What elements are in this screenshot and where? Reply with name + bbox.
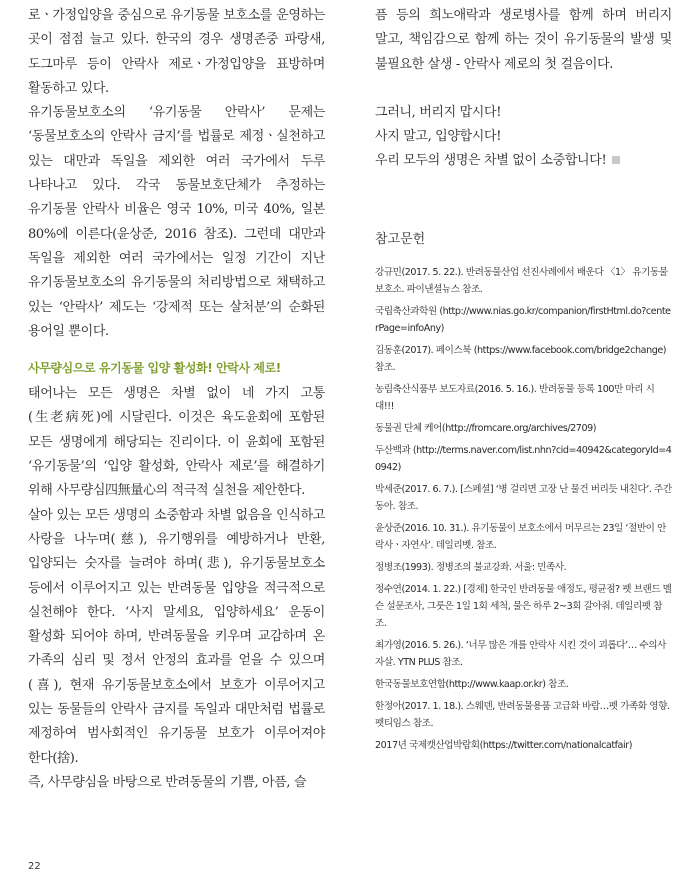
body-paragraph: 태어나는 모든 생명은 차별 없이 네 가지 고통(生老病死)에 시달린다. 이것은 육도윤회에 포함된 모든 생명에게 해당되는 진리이다. 이 윤회에 포함된 ‘유기동물’의 ‘입양 활성화, 안락사 제로’를 해결하기 위해 사무량심四無量心의 적극적 실천을 제안한다. (28, 386, 325, 499)
page-number: 22 (28, 861, 41, 872)
end-mark-icon (612, 156, 620, 164)
closing-line (375, 149, 672, 173)
section-heading: 사무량심으로 유기동물 입양 활성화! 안락사 제로! (28, 361, 281, 376)
body-paragraph: 살아 있는 모든 생명의 소중함과 차별 없음을 인식하고 사랑을 나누며(慈), 유기행위를 예방하거나 반환, 입양되는 숫자를 늘려야 하며(悲), 유기동물보호소 등에서 이루어지고 있는 반려동물 입양을 적극적으로 실천해야 한다. ‘사지 말세요, 입양하세요’ 운동이 활성화 되어야 하며, 반려동물을 키우며 교감하며 온 가족의 심리 및 정서 안정의 효과를 얻을 수 있으며(喜), 현재 유기동물보호소에서 보호가 이루어지고 있는 동물들의 안락사 금지를 독일과 대만처럼 법률로 제정하여 범사회적인 유기동물 보호가 이루어져야 한다(捨). (28, 507, 325, 766)
body-paragraph: 즉, 사무량심을 바탕으로 반려동물의 기쁨, 아픔, 슬 (28, 774, 307, 790)
reference-item: 2017년 국제캣산업박람회(https://twitter.com/nationalcatfair) (375, 739, 632, 751)
body-paragraph: 유기동물보호소의 ‘유기동물 안락사’ 문제는 ‘동물보호소의 안락사 금지’를 법률로 제정ㆍ실천하고 있는 대만과 독일을 제외한 여러 국가에서 두루 나타나고 있다. 각국 동물보호단체가 추정하는 유기동물 안락사 비율은 영국 10%, 미국 40%, 일본 80%에 이른다(윤상준, 2016 참조). 그런데 대만과 독일을 제외한 여러 국가에서는 일정 기간이 지난 유기동물보호소의 유기동물의 처리방법으로 채택하고 있는 ‘안락사’ 제도는 ‘강제적 또는 살처분’의 순화된 용어일 뿐이다. (28, 105, 325, 339)
right-column (375, 4, 672, 759)
references-title: 참고문헌 (375, 231, 426, 247)
reference-item: 강규민(2017. 5. 22.). 반려동물산업 선진사례에서 배운다 〈1〉 유기동물보호소. 파이낸셜뉴스 참조. (375, 266, 668, 295)
references-list (375, 264, 672, 754)
reference-item: 정병조(1993). 정병조의 불교강좌. 서울: 민족사. (375, 561, 567, 573)
reference-item: 정수연(2014. 1. 22.) [경제] 한국인 반려동물 애정도, 평균점? 펫 브랜드 멜슨 설문조사, 그룻은 1일 1회 세척, 물은 하루 2~3회 갈아줘. 데일리펫 참조. (375, 583, 672, 629)
reference-item: 한정아(2017. 1. 18.). 스웨덴, 반려동물용품 고급화 바람…펫 가족화 영향. 펫티임스 참조. (375, 700, 670, 729)
reference-item: 김동훈(2017). 페이스북 (https://www.facebook.com/bridge2change) 참조. (375, 344, 667, 373)
closing-line-text: 우리 모두의 생명은 차별 없이 소중합니다! (375, 153, 607, 169)
reference-item: 농림축산식품부 보도자료(2016. 5. 16.). 반려동물 등록 100만 마리 시대!!! (375, 383, 655, 412)
left-column (28, 4, 325, 795)
reference-item: 윤상준(2016. 10. 31.). 유기동물이 보호소에서 머무르는 23일 ‘절반이 안락사ㆍ자연사’. 데일리벳. 참조. (375, 522, 666, 551)
reference-item: 두산백과 (http://terms.naver.com/list.nhn?cid=40942&categoryId=40942) (375, 444, 672, 473)
reference-item: 최가영(2016. 5. 26.). ‘너무 많은 개를 안락사 시킨 것이 괴롭다’… 수의사 자살. YTN PLUS 참조. (375, 639, 666, 668)
body-paragraph: 로ㆍ가정입양을 중심으로 유기동물 보호소를 운영하는 곳이 점점 늘고 있다. 한국의 경우 생명존중 파랑새, 도그마루 등이 안락사 제로ㆍ가정입양을 표방하며 활동하고 있다. (28, 8, 325, 96)
reference-item: 동물권 단체 케어(http://fromcare.org/archives/2709) (375, 422, 597, 434)
reference-item: 박세준(2017. 6. 7.). [스페셜] ‘병 걸리면 고장 난 물건 버리듯 내친다’. 주간동아. 참조. (375, 483, 672, 512)
closing-line: 사지 말고, 입양합시다! (375, 129, 502, 145)
reference-item: 한국동물보호연합(http://www.kaap.or.kr) 참조. (375, 678, 569, 690)
body-paragraph: 픔 등의 희노애락과 생로병사를 함께 하며 버리지 말고, 책임감으로 함께 하는 것이 유기동물의 발생 및 불필요한 살생 - 안락사 제로의 첫 걸음이다. (375, 8, 672, 72)
closing-line: 그러니, 버리지 맙시다! (375, 104, 502, 120)
reference-item: 국립축산과학원 (http://www.nias.go.kr/companion/firstHtml.do?centerPage=infoAny) (375, 305, 671, 334)
